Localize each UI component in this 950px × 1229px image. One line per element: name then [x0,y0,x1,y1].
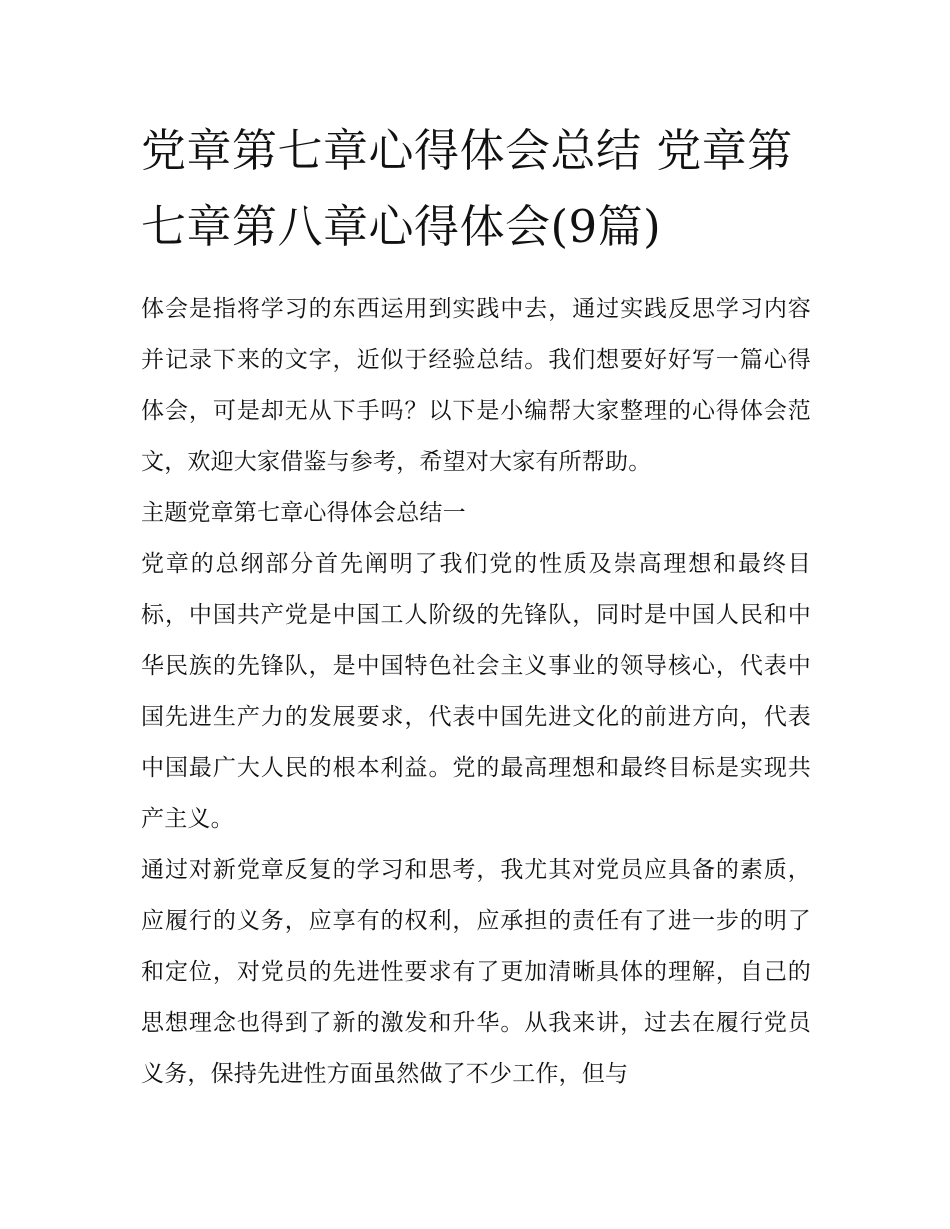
document-title: 党章第七章心得体会总结 党章第七章第八章心得体会(9篇) [141,124,793,253]
body-paragraph-2: 通过对新党章反复的学习和思考，我尤其对党员应具备的素质，应履行的义务，应享有的权利，应承担的责任有了进一步的明了和定位，对党员的先进性要求有了更加清晰具体的理解，自己的思想理念也得到了新的激发和升华。从我来讲，过去在履行党员义务，保持先进性方面虽然做了不少工作，但与 [141,857,811,1087]
body-paragraph-1: 党章的总纲部分首先阐明了我们党的性质及崇高理想和最终目标，中国共产党是中国工人阶级的先锋队，同时是中国人民和中华民族的先锋队，是中国特色社会主义事业的领导核心，代表中国先进生产力的发展要求，代表中国先进文化的前进方向，代表中国最广大人民的根本利益。党的最高理想和最终目标是实现共产主义。 [141,551,811,832]
intro-paragraph: 体会是指将学习的东西运用到实践中去，通过实践反思学习内容并记录下来的文字，近似于经验总结。我们想要好好写一篇心得体会，可是却无从下手吗？以下是小编帮大家整理的心得体会范文，欢迎大家借鉴与参考，希望对大家有所帮助。 [141,296,811,475]
section-heading: 主题党章第七章心得体会总结一 [141,500,466,526]
document-body [141,113,811,1100]
